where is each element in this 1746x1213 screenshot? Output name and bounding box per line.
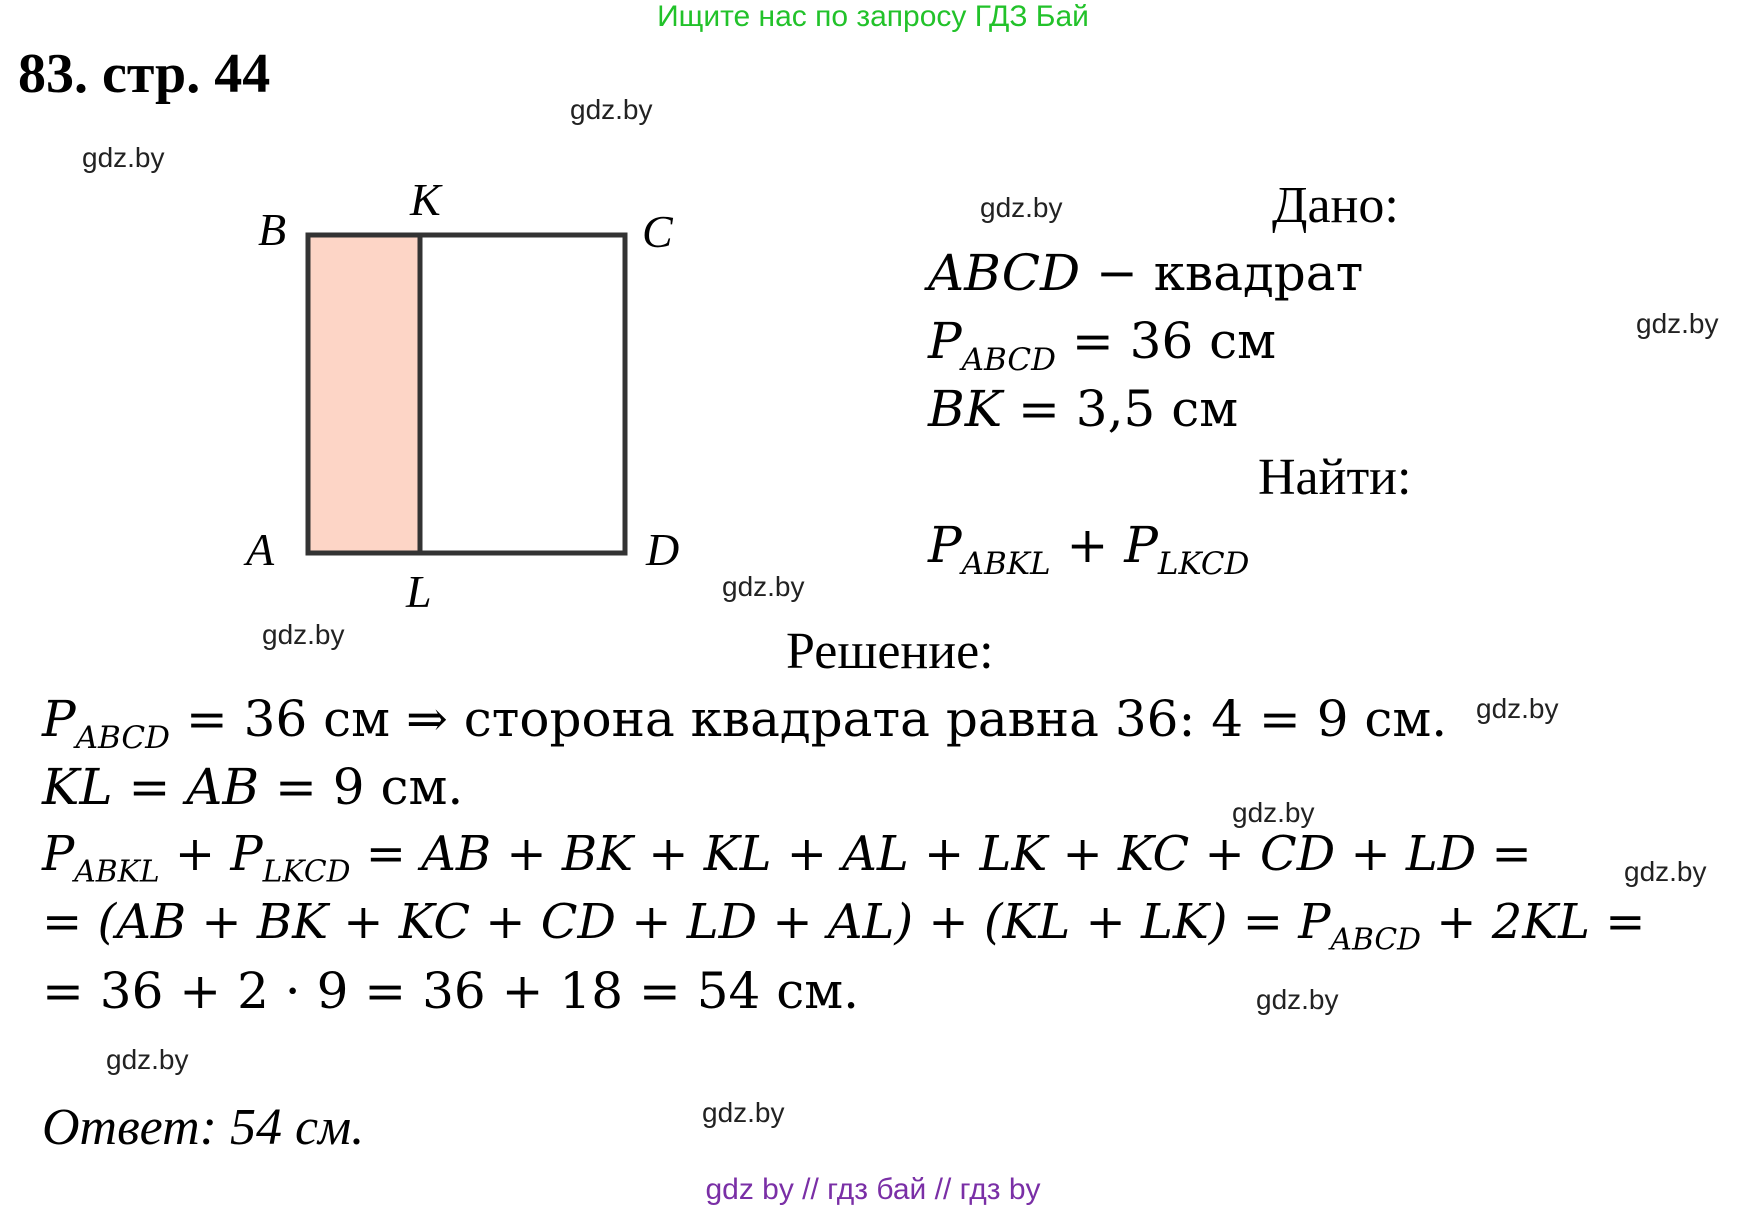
- watermark: gdz.by: [1256, 984, 1339, 1015]
- watermark: gdz.by: [1624, 856, 1707, 887]
- given-bk-var: BK: [928, 380, 1003, 438]
- answer: Ответ: 54 см.: [42, 1099, 365, 1156]
- solution-line-3-sub2: LKCD: [262, 854, 351, 890]
- find-heading: Найти:: [1258, 449, 1412, 506]
- watermark: gdz.by: [262, 619, 345, 650]
- find-p2: P: [1124, 516, 1158, 574]
- footer-links: gdz by // гдз бай // гдз by: [705, 1173, 1041, 1206]
- solution-heading: Решение:: [786, 623, 994, 680]
- square-figure: [230, 175, 700, 615]
- watermark: gdz.by: [702, 1097, 785, 1128]
- task-title: 83. стр. 44: [18, 43, 271, 105]
- solution-line-3-plus: +: [159, 826, 231, 882]
- solution-line-2-text: = 9 см.: [259, 758, 464, 816]
- find-p1-subscript: ABKL: [961, 545, 1051, 582]
- vertex-label-a: A: [246, 524, 275, 575]
- watermark: gdz.by: [106, 1044, 189, 1075]
- vertex-label-d: D: [646, 524, 680, 575]
- solution-line-3: [42, 826, 1532, 890]
- solution-line-4-text-b: + 2KL =: [1421, 894, 1646, 950]
- given-heading: Дано:: [1272, 177, 1399, 234]
- given-line-bk: [928, 380, 1238, 438]
- solution-line-1-subscript: ABCD: [75, 719, 170, 756]
- given-perimeter-symbol: P: [928, 312, 962, 370]
- solution-line-2-vars: KL = AB: [42, 758, 260, 816]
- find-plus: +: [1050, 516, 1125, 574]
- given-bk-value: = 3,5 см: [1002, 380, 1239, 438]
- given-perimeter-value: = 36 см: [1055, 312, 1277, 370]
- watermark: gdz.by: [722, 571, 805, 602]
- solution-line-1-p: P: [42, 690, 76, 748]
- given-line-perimeter: [928, 312, 1277, 378]
- given-square-var: ABCD: [928, 244, 1081, 302]
- watermark: gdz.by: [1476, 693, 1559, 724]
- watermark: gdz.by: [1232, 797, 1315, 828]
- search-banner: Ищите нас по запросу ГДЗ Бай: [657, 0, 1089, 33]
- solution-line-1-text: = 36 см ⇒ сторона квадрата равна 36: 4 = 9 см.: [169, 690, 1448, 748]
- solution-line-2: [42, 758, 463, 816]
- solution-line-4-text-a: = (AB + BK + KC + CD + LD + AL) + (KL + LK) = P: [42, 894, 1331, 950]
- given-perimeter-subscript: ABCD: [961, 341, 1056, 378]
- shaded-rectangle-abkl: [308, 235, 420, 553]
- vertex-label-c: C: [642, 206, 673, 257]
- vertex-label-l: L: [406, 566, 432, 615]
- solution-line-3-sub1: ABKL: [74, 854, 160, 890]
- watermark: gdz.by: [1636, 308, 1719, 339]
- find-p1: P: [928, 516, 962, 574]
- watermark: gdz.by: [570, 94, 653, 125]
- solution-line-4-subscript: ABCD: [1330, 922, 1422, 958]
- solution-line-3-p1: P: [42, 826, 75, 882]
- given-square-text: − квадрат: [1080, 244, 1364, 302]
- find-p2-subscript: LKCD: [1157, 545, 1250, 582]
- given-line-square: [928, 244, 1363, 302]
- solution-line-3-p2: P: [230, 826, 263, 882]
- find-expression: [928, 516, 1250, 582]
- watermark: gdz.by: [980, 192, 1063, 223]
- solution-line-4: [42, 894, 1646, 958]
- vertex-label-k: K: [410, 175, 441, 225]
- vertex-label-b: B: [258, 204, 287, 255]
- solution-line-1: [42, 690, 1448, 756]
- solution-line-5: = 36 + 2 · 9 = 36 + 18 = 54 см.: [42, 962, 859, 1020]
- watermark: gdz.by: [82, 142, 165, 173]
- solution-line-3-text: = AB + BK + KL + AL + LK + KC + CD + LD =: [350, 826, 1532, 882]
